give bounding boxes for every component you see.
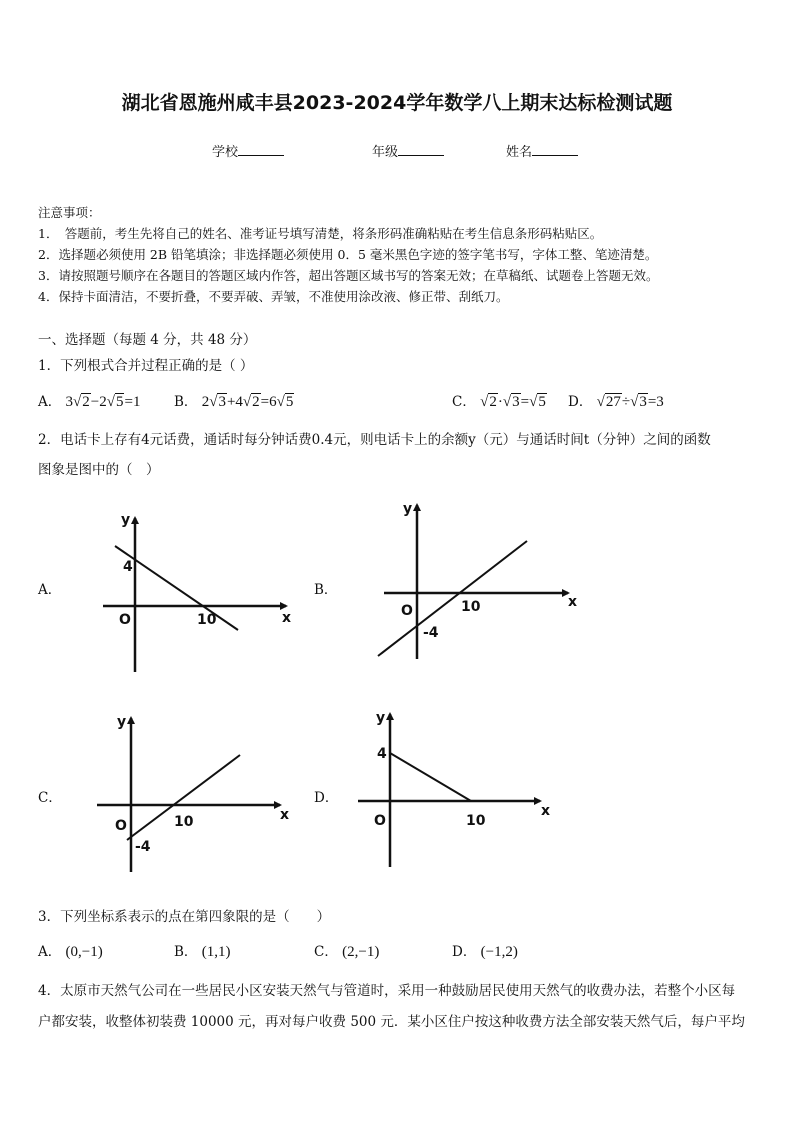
graph-a <box>103 512 291 672</box>
q3-option-b <box>174 940 230 961</box>
grade-label: 年级 <box>372 145 399 160</box>
section-heading: 一、选择题（每题 4 分，共 48 分） <box>38 332 257 348</box>
graph-c-y-label: y <box>117 714 127 730</box>
school-label: 学校 <box>212 145 239 160</box>
notice-heading: 注意事项： <box>38 205 101 220</box>
graph-c-x-label: x <box>280 807 290 823</box>
notice-item: 3．请按照题号顺序在各题目的答题区域内作答，超出答题区域书写的答案无效；在草稿纸、试题卷上答题无效。 <box>38 268 659 283</box>
q3-option-b-value: (1,1) <box>201 944 231 960</box>
graph-c-x-intercept: 10 <box>174 814 194 830</box>
question-3-stem: 3．下列坐标系表示的点在第四象限的是（ ） <box>38 909 331 925</box>
question-2-stem-line2: 图象是图中的（ ） <box>38 462 160 478</box>
notice-item: 4．保持卡面清洁，不要折叠，不要弄破、弄皱，不准使用涂改液、修正带、刮纸刀。 <box>38 289 509 304</box>
graph-d-line <box>390 753 471 801</box>
graph-a-line <box>115 546 238 630</box>
q3-option-c-label: C． <box>314 944 338 960</box>
question-2-stem-line1: 2．电话卡上存有4元话费，通话时每分钟话费0.4元，则电话卡上的余额y（元）与通话时间t（分钟）之间的函数 <box>38 432 711 448</box>
question-1-stem: 1．下列根式合并过程正确的是（ ） <box>38 358 254 374</box>
q1-option-a-label: A． <box>38 394 62 410</box>
graph-b <box>378 501 577 659</box>
q3-option-d-value: (−1,2) <box>480 944 518 960</box>
graph-b-y-intercept: -4 <box>423 625 439 641</box>
graph-a-y-label: y <box>121 512 131 528</box>
notice-item: 2．选择题必须使用 2B 铅笔填涂；非选择题必须使用 0．5 毫米黑色字迹的签字笔书写，字体工整、笔迹清楚。 <box>38 247 658 262</box>
q1-option-d-label: D． <box>568 394 593 410</box>
graph-c-origin: O <box>115 818 127 834</box>
page-title: 湖北省恩施州咸丰县2023-2024学年数学八上期末达标检测试题 <box>121 92 673 114</box>
graph-d-y-label: y <box>376 710 386 726</box>
q1-option-d-formula: √27÷√3=3 <box>596 394 664 410</box>
q2-option-d-label: D． <box>314 790 339 806</box>
q3-option-a-value: (0,−1) <box>65 944 103 960</box>
q2-option-c-label: C． <box>38 790 62 806</box>
q3-option-c-value: (2,−1) <box>342 944 380 960</box>
graph-c-y-intercept: -4 <box>135 839 151 855</box>
graph-b-line <box>378 541 527 656</box>
q3-option-c <box>314 940 379 961</box>
graph-b-x-intercept: 10 <box>461 599 481 615</box>
q1-option-b-formula: 2√3+4√2=6√5 <box>201 394 294 410</box>
q2-option-b-label: B． <box>314 582 338 598</box>
graph-a-y-intercept: 4 <box>123 559 133 575</box>
question-4-line1: 4．太原市天然气公司在一些居民小区安装天然气与管道时，采用一种鼓励居民使用天然气的收费办法，若整个小区每 <box>38 983 736 999</box>
q1-option-b-label: B． <box>174 394 198 410</box>
notice-item: 1． 答题前，考生先将自己的姓名、准考证号填写清楚，将条形码准确粘贴在考生信息条形码粘贴区。 <box>38 226 603 241</box>
graph-b-y-label: y <box>403 501 413 517</box>
q1-option-a-formula: 3√2−2√5=1 <box>65 394 141 410</box>
q3-option-d-label: D． <box>452 944 477 960</box>
graph-d-origin: O <box>374 813 386 829</box>
q1-option-c-label: C． <box>452 394 476 410</box>
q3-option-a-label: A． <box>38 944 62 960</box>
graph-d-x-label: x <box>541 803 551 819</box>
q1-option-c-formula: √2·√3=√5 <box>480 394 546 410</box>
graph-d <box>358 710 550 867</box>
graph-a-x-label: x <box>282 610 292 626</box>
q3-option-b-label: B． <box>174 944 198 960</box>
graph-b-x-label: x <box>568 594 578 610</box>
name-label: 姓名 <box>506 145 533 160</box>
q3-option-a <box>38 940 103 961</box>
graph-d-y-intercept: 4 <box>377 746 387 762</box>
graph-d-x-intercept: 10 <box>466 813 486 829</box>
graph-a-x-intercept: 10 <box>197 612 217 628</box>
q3-option-d <box>452 940 518 961</box>
graph-a-origin: O <box>119 612 131 628</box>
graph-c <box>97 714 289 872</box>
q2-option-a-label: A． <box>38 582 62 598</box>
question-4-line2: 户都安装，收整体初装费 10000 元，再对每户收费 500 元．某小区住户按这种收费方法全部安装天然气后，每户平均 <box>38 1014 745 1030</box>
graph-b-origin: O <box>401 603 413 619</box>
